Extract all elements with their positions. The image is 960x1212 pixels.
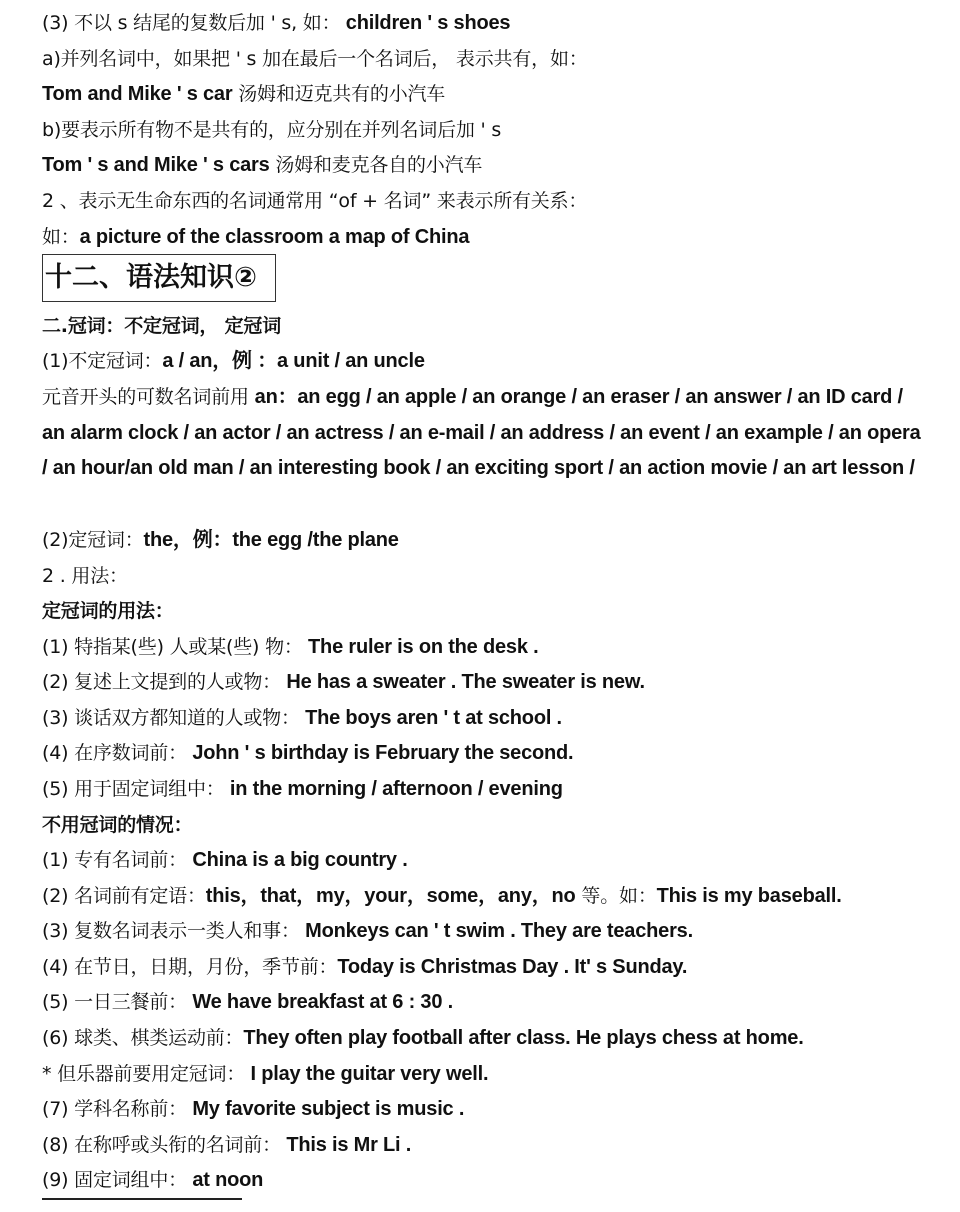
line-label: (1) 特指某(些) 人或某(些) 物： [42,636,303,658]
line-label: (5) 用于固定词组中： [42,778,225,800]
line-tail: 汤姆和麦克各自的小汽车 [269,154,483,176]
bottom-divider [42,1198,242,1200]
line-label: (9) 固定词组中： [42,1169,187,1191]
line-tail: 等。如： [575,885,657,907]
line-example: in the morning / afternoon / evening [224,778,563,800]
text-line-n6 [42,705,562,731]
line-example: Today is Christmas Day . It' s Sunday. [337,956,688,978]
text-line-n5 [42,669,645,695]
text-line-n16 [42,1061,488,1087]
line-label: 如： [42,226,80,248]
line-label: (3) 复数名词表示一类人和事： [42,920,300,942]
line-example: John ' s birthday is February the second. [186,742,574,764]
line-example: My favorite subject is music . [186,1098,465,1120]
line-example: He has a sweater . The sweater is new. [280,671,645,693]
line-label: (1)不定冠词： [42,350,163,372]
line-label: b)要表示所有物不是共有的，应分别在并列名词后加 ' s [42,119,502,141]
text-line-l6 [42,188,587,214]
text-line-m1 [42,313,281,339]
line-label: 2 、表示无生命东西的名词通常用 “of + 名词” 来表示所有关系： [42,190,588,212]
line-label: (4) 在序数词前： [42,742,187,764]
line-tail: 汤姆和迈克共有的小汽车 [232,83,446,105]
line-label: 不用冠词的情况： [42,814,193,836]
text-line-n9 [42,812,192,838]
line-example: this，that，my，your，some，any，no [205,885,576,907]
text-line-l4 [42,117,501,143]
text-line-n1 [42,527,399,553]
text-line-l3 [42,81,445,107]
line-example: at noon [186,1169,264,1191]
line-example: The ruler is on the desk . [302,636,539,658]
text-line-n2 [42,563,128,589]
line-label: (2) 名词前有定语： [42,885,206,907]
line-label: * 但乐器前要用定冠词： [42,1063,246,1085]
line-example: Tom ' s and Mike ' s cars [42,154,270,176]
text-line-m2 [42,348,425,374]
section-heading: 十二、语法知识② [42,254,276,302]
line-label: (4) 在节日，日期，月份，季节前： [42,956,338,978]
text-line-n4 [42,634,538,660]
text-line-l5 [42,152,482,178]
text-line-n10 [42,847,408,873]
line-example: children ' s shoes [340,12,511,34]
text-line-n3 [42,598,174,624]
text-line-l2 [42,46,588,72]
line-label: (5) 一日三餐前： [42,991,187,1013]
text-line-n11 [42,883,842,909]
line-label: (6) 球类、棋类运动前： [42,1027,244,1049]
text-line-n13 [42,954,687,980]
paragraph-examples: an：an egg / an apple / an orange / an eraser / an answer / an ID card / an alarm clock / an actor / an actress / an e-mail / an address / an event / an example / an opera / an hour/an old man / an interesting book / an exciting sport / an action movie / an art lesson / [42,386,921,479]
line-example: Monkeys can ' t swim . They are teachers. [299,920,693,942]
line-example-2: This is my baseball. [656,885,842,907]
line-example: They often play football after class. He plays chess at home. [243,1027,804,1049]
line-label: (2) 复述上文提到的人或物： [42,671,281,693]
line-label: 二.冠词：不定冠词， 定冠词 [42,315,282,337]
paragraph-prefix: 元音开头的可数名词前用 [42,386,255,408]
line-example: a / an，例 ：a unit / an uncle [162,350,425,372]
line-example: the，例：the egg /the plane [143,529,399,551]
text-line-n15 [42,1025,804,1051]
line-label: 定冠词的用法： [42,600,174,622]
line-example: a picture of the classroom a map of China [79,226,470,248]
line-example: The boys aren ' t at school . [299,707,562,729]
line-label: 2 . 用法： [42,565,128,587]
line-example: We have breakfast at 6 : 30 . [186,991,453,1013]
text-line-n14 [42,989,453,1015]
line-example: This is Mr Li . [280,1134,412,1156]
text-line-n8 [42,776,563,802]
line-example: I play the guitar very well. [245,1063,489,1085]
line-label: a)并列名词中，如果把 ' s 加在最后一个名词后， 表示共有，如： [42,48,588,70]
text-line-n12 [42,918,693,944]
text-line-n7 [42,740,573,766]
line-example: China is a big country . [186,849,408,871]
text-line-n17 [42,1096,464,1122]
text-line-l1 [42,10,510,36]
line-label: (3) 不以 s 结尾的复数后加 ' s, 如： [42,12,341,34]
line-label: (1) 专有名词前： [42,849,187,871]
line-label: (7) 学科名称前： [42,1098,187,1120]
line-example: Tom and Mike ' s car [42,83,233,105]
text-line-n19 [42,1167,263,1193]
line-label: (3) 谈话双方都知道的人或物： [42,707,300,729]
line-label: (2)定冠词： [42,529,144,551]
an-examples-paragraph [42,380,922,487]
text-line-n18 [42,1132,411,1158]
text-line-l7 [42,224,469,250]
line-label: (8) 在称呼或头衔的名词前： [42,1134,281,1156]
